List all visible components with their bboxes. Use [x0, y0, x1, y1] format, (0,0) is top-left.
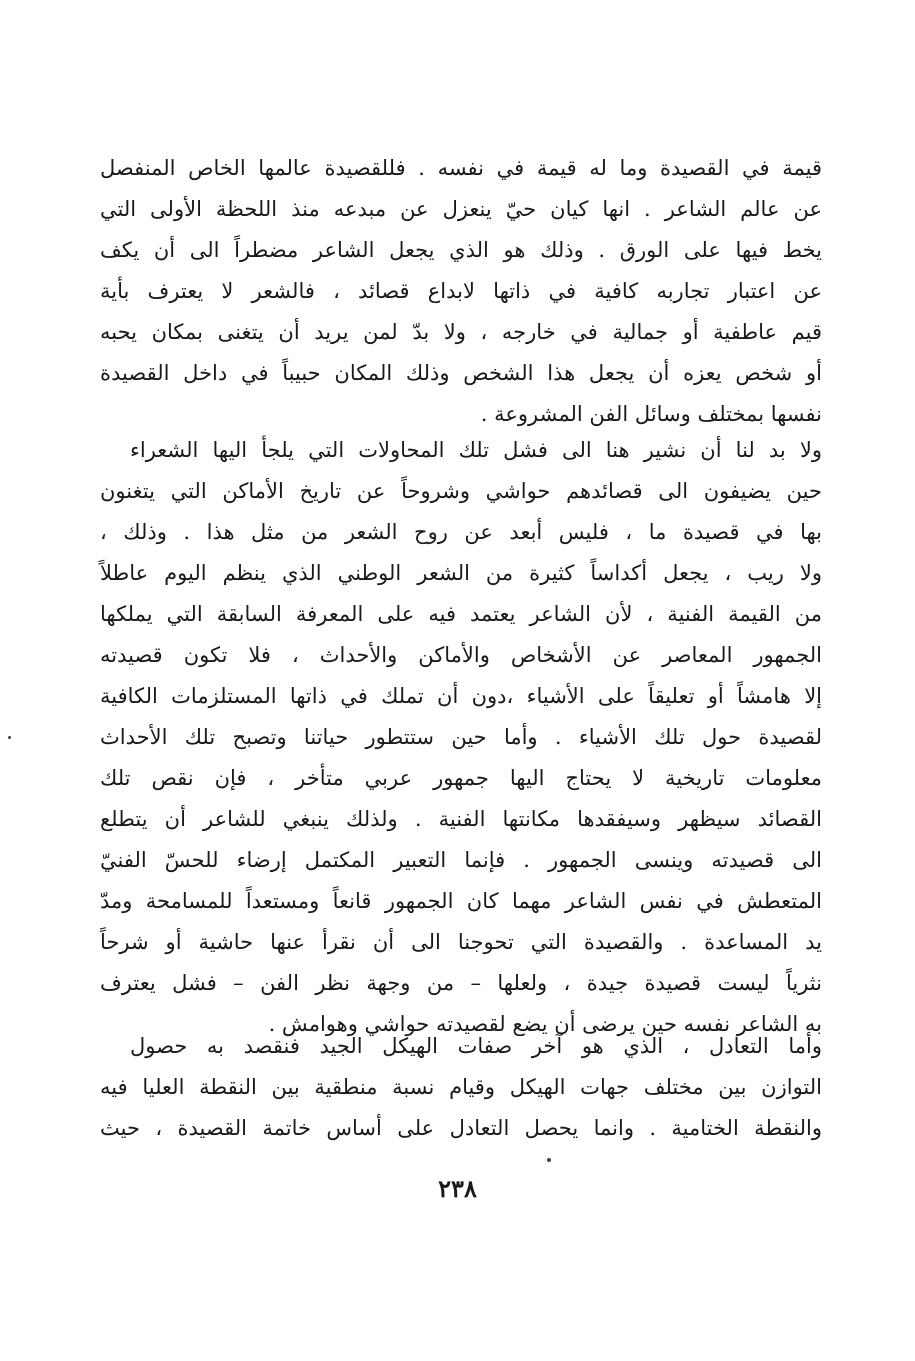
text-line: القصائد سيظهر وسيفقدها مكانتها الفنية . ولذلك ينبغي للشاعر أن يتطلع [100, 807, 822, 831]
text-line: حين يضيفون الى قصائدهم حواشي وشروحاً عن تاريخ الأماكن التي يتغنون [100, 479, 822, 503]
text-line: ولا ريب ، يجعل أكداساً كثيرة من الشعر الوطني الذي ينظم اليوم عاطلاً [100, 561, 822, 585]
text-line: المتعطش في نفس الشاعر مهما كان الجمهور قانعاً ومستعداً للمسامحة ومدّ [100, 889, 822, 913]
text-line: قيم عاطفية أو جمالية في خارجه ، ولا بدّ لمن يريد أن يتغنى بمكان يحبه [100, 320, 822, 344]
text-line: الجمهور المعاصر عن الأشخاص والأماكن والأحداث ، فلا تكون قصيدته [100, 643, 822, 667]
scan-speck [8, 736, 11, 739]
scan-speck [547, 1158, 551, 1162]
page-number: ٢٣٨ [438, 1174, 477, 1203]
text-line: عن عالم الشاعر . انها كيان حيّ ينعزل عن مبدعه منذ اللحظة الأولى التي [100, 197, 822, 221]
text-line: وأما التعادل ، الذي هو آخر صفات الهيكل الجيد فنقصد به حصول [130, 1034, 822, 1058]
text-line: أو شخص يعزه أن يجعل هذا الشخص وذلك المكان حبيباً في داخل القصيدة [100, 361, 822, 385]
text-line: معلومات تاريخية لا يحتاج اليها جمهور عربي متأخر ، فإن نقص تلك [100, 766, 822, 790]
text-line: إلا هامشاً أو تعليقاً على الأشياء ،دون أن تملك في ذاتها المستلزمات الكافية [100, 684, 822, 708]
text-line: نثرياً ليست قصيدة جيدة ، ولعلها – من وجهة نظر الفن – فشل يعترف [100, 971, 822, 995]
text-line: عن اعتبار تجاربه كافية في ذاتها لابداع قصائد ، فالشعر لا يعترف بأية [100, 279, 822, 303]
text-line: به الشاعر نفسه حين يرضى أن يضع لقصيدته حواشي وهوامش . [268, 1012, 822, 1036]
text-line: قيمة في القصيدة وما له قيمة في نفسه . فللقصيدة عالمها الخاص المنفصل [100, 156, 822, 180]
text-line: ولا بد لنا أن نشير هنا الى فشل تلك المحاولات التي يلجأ اليها الشعراء [130, 438, 822, 462]
text-line: الى قصيدته وينسى الجمهور . فإنما التعبير المكتمل إرضاء للحسّ الفنيّ [100, 848, 822, 872]
text-line: لقصيدة حول تلك الأشياء . وأما حين ستتطور حياتنا وتصبح تلك الأحداث [100, 725, 822, 749]
text-line: التوازن بين مختلف جهات الهيكل وقيام نسبة منطقية بين النقطة العليا فيه [100, 1075, 822, 1099]
text-line: يد المساعدة . والقصيدة التي تحوجنا الى أن نقرأ عنها حاشية أو شرحاً [100, 930, 822, 954]
text-line: من القيمة الفنية ، لأن الشاعر يعتمد فيه على المعرفة السابقة التي يملكها [100, 602, 822, 626]
text-line: والنقطة الختامية . وانما يحصل التعادل على أساس خاتمة القصيدة ، حيث [100, 1116, 822, 1140]
text-line: يخط فيها على الورق . وذلك هو الذي يجعل الشاعر مضطراً الى أن يكف [100, 238, 822, 262]
text-line: بها في قصيدة ما ، فليس أبعد عن روح الشعر من مثل هذا . وذلك ، [100, 520, 822, 544]
text-line: نفسها بمختلف وسائل الفن المشروعة . [480, 402, 822, 426]
